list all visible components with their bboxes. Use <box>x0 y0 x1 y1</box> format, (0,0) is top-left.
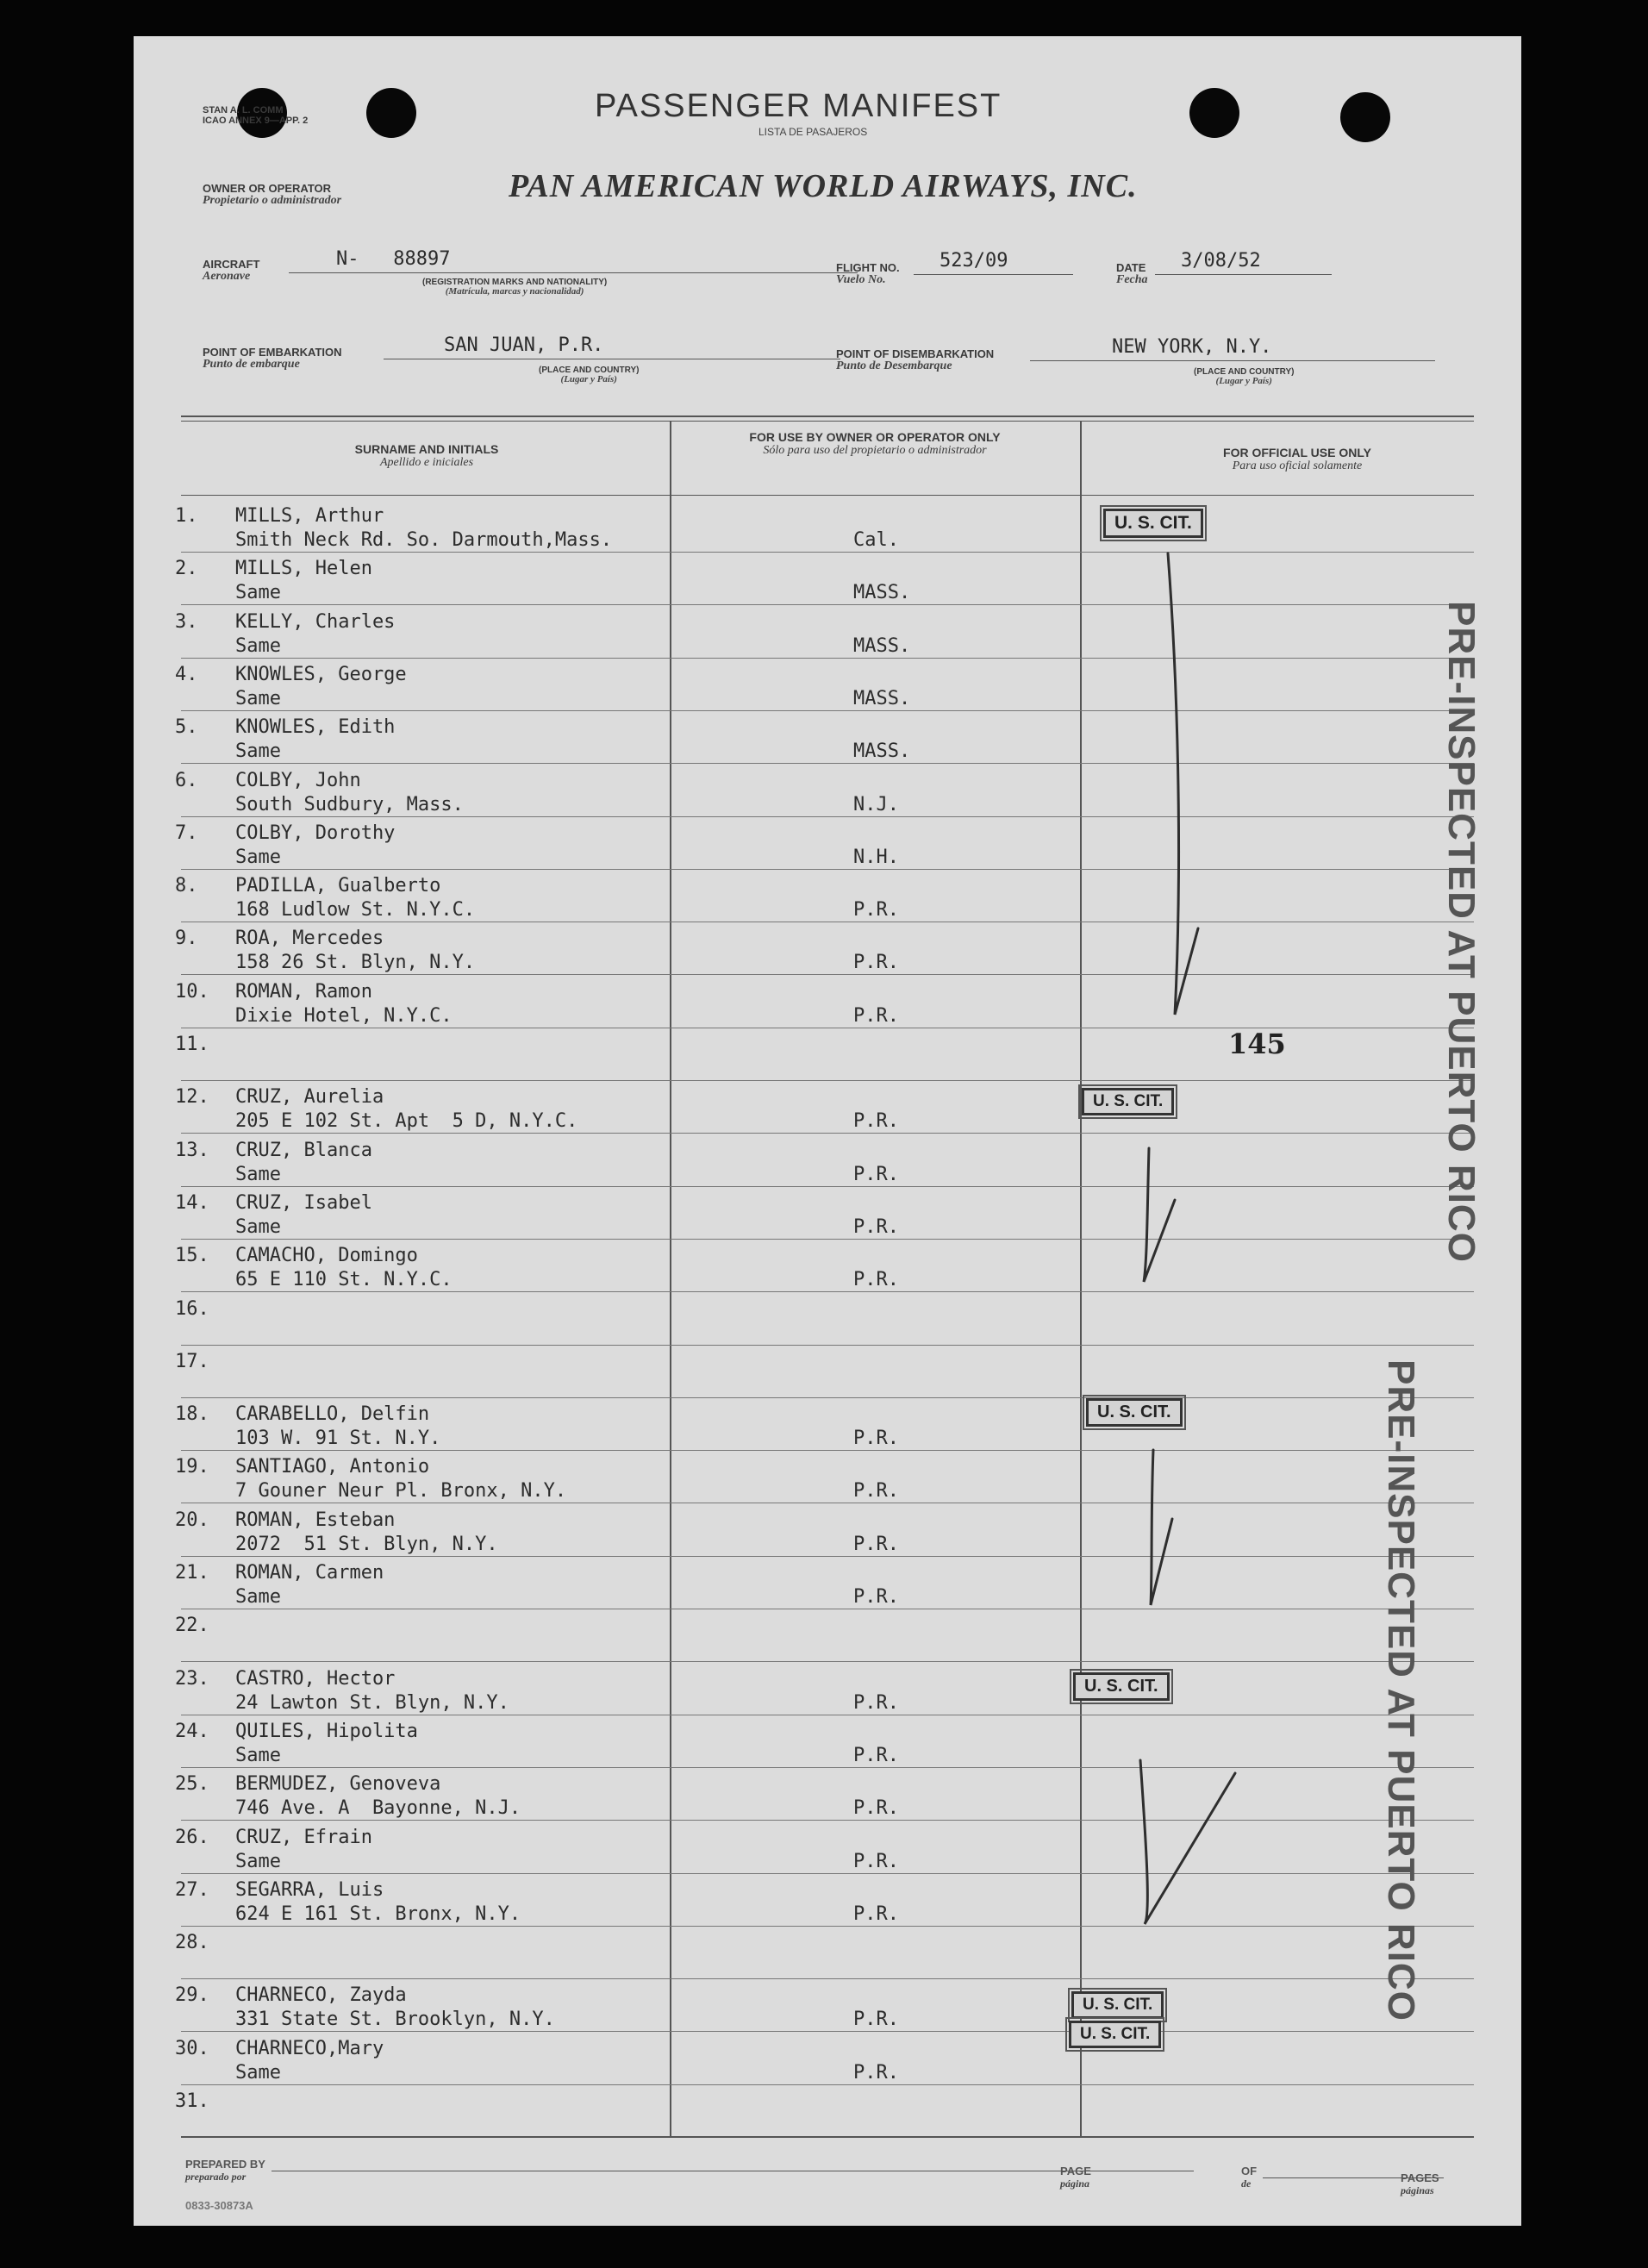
row-number: 13. <box>175 1140 209 1161</box>
checkmark <box>1144 1148 1175 1282</box>
passenger-state: MASS. <box>853 635 911 657</box>
row-number: 15. <box>175 1245 209 1266</box>
row-number: 11. <box>175 1034 209 1055</box>
passenger-name: KNOWLES, Edith <box>235 716 396 738</box>
passenger-name: CRUZ, Efrain <box>235 1827 372 1848</box>
row-number: 12. <box>175 1086 209 1108</box>
form-code: 0833-30873A <box>185 2199 253 2212</box>
passenger-state: P.R. <box>853 1110 899 1132</box>
row-number: 24. <box>175 1721 209 1742</box>
passenger-state: N.H. <box>853 847 899 868</box>
row-number: 21. <box>175 1562 209 1584</box>
pages-label: PAGES páginas <box>1401 2171 1439 2196</box>
aircraft-label: AIRCRAFT Aeronave <box>203 258 260 283</box>
passenger-state: Cal. <box>853 529 899 551</box>
passenger-address: 158 26 St. Blyn, N.Y. <box>235 952 476 973</box>
operator-name: PAN AMERICAN WORLD AIRWAYS, INC. <box>509 168 1138 204</box>
passenger-address: Same <box>235 740 281 762</box>
aircraft-value: N- 88897 <box>336 248 451 270</box>
passenger-address: 331 State St. Brooklyn, N.Y. <box>235 2009 555 2030</box>
flight-value: 523/09 <box>939 250 1008 272</box>
passenger-address: 168 Ludlow St. N.Y.C. <box>235 899 476 921</box>
passenger-address: 103 W. 91 St. N.Y. <box>235 1428 441 1449</box>
passenger-address: 624 E 161 St. Bronx, N.Y. <box>235 1903 521 1925</box>
row-number: 26. <box>175 1827 209 1848</box>
row-number: 7. <box>175 822 198 844</box>
manifest-page <box>134 36 1521 2226</box>
passenger-address: 746 Ave. A Bayonne, N.J. <box>235 1797 521 1819</box>
passenger-address: Same <box>235 635 281 657</box>
passenger-name: SEGARRA, Luis <box>235 1879 384 1901</box>
passenger-state: N.J. <box>853 794 899 815</box>
us-citizen-stamp: U. S. CIT. <box>1103 509 1203 538</box>
passenger-state: P.R. <box>853 2062 899 2084</box>
embark-label: POINT OF EMBARKATION Punto de embarque <box>203 346 342 371</box>
passenger-count: 145 <box>1228 1028 1286 1060</box>
owner-label: OWNER OR OPERATOR Propietario o administrador <box>203 182 342 207</box>
passenger-address: 7 Gouner Neur Pl. Bronx, N.Y. <box>235 1480 567 1502</box>
row-number: 4. <box>175 664 198 685</box>
passenger-address: Same <box>235 582 281 603</box>
passenger-state: P.R. <box>853 1005 899 1027</box>
row-number: 20. <box>175 1509 209 1531</box>
us-citizen-stamp: U. S. CIT. <box>1071 1991 1164 2019</box>
column-head-surname: SURNAME AND INITIALS Apellido e iniciales <box>354 442 499 469</box>
passenger-address: 205 E 102 St. Apt 5 D, N.Y.C. <box>235 1110 578 1132</box>
row-number: 16. <box>175 1298 209 1320</box>
passenger-name: CHARNECO, Zayda <box>235 1984 407 2006</box>
passenger-address: Same <box>235 1216 281 1238</box>
checkmark <box>1168 553 1198 1015</box>
passenger-name: SANTIAGO, Antonio <box>235 1456 430 1478</box>
column-head-official: FOR OFFICIAL USE ONLY Para uso oficial solamente <box>1223 446 1371 472</box>
column-head-owner-use: FOR USE BY OWNER OR OPERATOR ONLY Sólo para uso del propietario o administrador <box>749 430 1001 457</box>
passenger-state: P.R. <box>853 1480 899 1502</box>
passenger-name: CRUZ, Isabel <box>235 1192 372 1214</box>
passenger-state: P.R. <box>853 1586 899 1608</box>
us-citizen-stamp: U. S. CIT. <box>1073 1672 1170 1701</box>
page-subtitle: LISTA DE PASAJEROS <box>758 126 868 138</box>
passenger-name: ROMAN, Esteban <box>235 1509 396 1531</box>
form-reference: STAN A. L. COMM ICAO ANNEX 9—APP. 2 <box>203 105 309 126</box>
row-number: 3. <box>175 611 198 633</box>
passenger-state: P.R. <box>853 1534 899 1555</box>
passenger-name: QUILES, Hipolita <box>235 1721 418 1742</box>
official-checkmarks <box>134 36 1521 2226</box>
passenger-state: P.R. <box>853 1851 899 1872</box>
page-title: PASSENGER MANIFEST <box>595 88 1002 124</box>
passenger-state: P.R. <box>853 1269 899 1290</box>
prepared-by-label: PREPARED BY preparado por <box>185 2158 265 2183</box>
passenger-address: South Sudbury, Mass. <box>235 794 464 815</box>
passenger-name: ROMAN, Carmen <box>235 1562 384 1584</box>
row-number: 18. <box>175 1403 209 1425</box>
passenger-state: P.R. <box>853 2009 899 2030</box>
row-number: 23. <box>175 1668 209 1690</box>
of-label: OF de <box>1241 2165 1258 2190</box>
us-citizen-stamp: U. S. CIT. <box>1082 1088 1174 1115</box>
row-number: 2. <box>175 558 198 579</box>
passenger-name: CRUZ, Blanca <box>235 1140 372 1161</box>
row-number: 22. <box>175 1615 209 1636</box>
passenger-name: CRUZ, Aurelia <box>235 1086 384 1108</box>
us-citizen-stamp: U. S. CIT. <box>1086 1398 1183 1427</box>
passenger-name: COLBY, John <box>235 770 361 791</box>
row-number: 17. <box>175 1351 209 1372</box>
passenger-state: P.R. <box>853 1164 899 1185</box>
passenger-state: MASS. <box>853 582 911 603</box>
disembark-value: NEW YORK, N.Y. <box>1112 336 1272 358</box>
passenger-address: 2072 51 St. Blyn, N.Y. <box>235 1534 498 1555</box>
passenger-state: P.R. <box>853 1428 899 1449</box>
registration-note: (REGISTRATION MARKS AND NATIONALITY) (Matrícula, marcas y nacionalidad) <box>422 278 608 297</box>
passenger-state: P.R. <box>853 1216 899 1238</box>
passenger-name: CHARNECO,Mary <box>235 2038 384 2059</box>
passenger-state: MASS. <box>853 688 911 709</box>
passenger-state: P.R. <box>853 952 899 973</box>
row-number: 14. <box>175 1192 209 1214</box>
date-value: 3/08/52 <box>1181 250 1261 272</box>
passenger-address: Same <box>235 2062 281 2084</box>
us-citizen-stamp: U. S. CIT. <box>1069 2021 1161 2048</box>
row-number: 27. <box>175 1879 209 1901</box>
row-number: 6. <box>175 770 198 791</box>
row-number: 1. <box>175 505 198 527</box>
row-number: 31. <box>175 2090 209 2112</box>
passenger-name: CAMACHO, Domingo <box>235 1245 418 1266</box>
passenger-address: 65 E 110 St. N.Y.C. <box>235 1269 453 1290</box>
passenger-address: Same <box>235 847 281 868</box>
passenger-address: Dixie Hotel, N.Y.C. <box>235 1005 453 1027</box>
passenger-name: MILLS, Helen <box>235 558 372 579</box>
passenger-state: P.R. <box>853 899 899 921</box>
checkmark <box>1151 1450 1172 1605</box>
passenger-address: Same <box>235 1164 281 1185</box>
row-number: 19. <box>175 1456 209 1478</box>
passenger-state: P.R. <box>853 1692 899 1714</box>
passenger-name: ROA, Mercedes <box>235 928 384 949</box>
flight-label: FLIGHT NO. Vuelo No. <box>836 261 900 286</box>
passenger-name: CARABELLO, Delfin <box>235 1403 430 1425</box>
preinspected-stamp: PRE-INSPECTED AT PUERTO RICO <box>1440 601 1483 1263</box>
embark-value: SAN JUAN, P.R. <box>444 334 604 356</box>
passenger-address: Same <box>235 688 281 709</box>
row-number: 10. <box>175 981 209 1003</box>
passenger-name: KNOWLES, George <box>235 664 407 685</box>
passenger-name: KELLY, Charles <box>235 611 396 633</box>
passenger-name: BERMUDEZ, Genoveva <box>235 1773 441 1795</box>
passenger-state: P.R. <box>853 1797 899 1819</box>
passenger-address: Same <box>235 1586 281 1608</box>
preinspected-stamp: PRE-INSPECTED AT PUERTO RICO <box>1380 1359 1422 2021</box>
place-note-right: (PLACE AND COUNTRY) (Lugar y País) <box>1194 367 1295 386</box>
checkmark <box>1140 1760 1235 1924</box>
date-label: DATE Fecha <box>1116 261 1148 286</box>
row-number: 25. <box>175 1773 209 1795</box>
passenger-name: CASTRO, Hector <box>235 1668 396 1690</box>
passenger-state: MASS. <box>853 740 911 762</box>
row-number: 8. <box>175 875 198 897</box>
passenger-state: P.R. <box>853 1745 899 1766</box>
row-number: 9. <box>175 928 198 949</box>
passenger-address: Same <box>235 1745 281 1766</box>
passenger-state: P.R. <box>853 1903 899 1925</box>
place-note-left: (PLACE AND COUNTRY) (Lugar y País) <box>539 366 640 384</box>
row-number: 30. <box>175 2038 209 2059</box>
row-number: 5. <box>175 716 198 738</box>
passenger-address: 24 Lawton St. Blyn, N.Y. <box>235 1692 509 1714</box>
passenger-address: Same <box>235 1851 281 1872</box>
passenger-name: PADILLA, Gualberto <box>235 875 441 897</box>
row-number: 29. <box>175 1984 209 2006</box>
disembark-label: POINT OF DISEMBARKATION Punto de Desembarque <box>836 347 995 372</box>
passenger-name: MILLS, Arthur <box>235 505 384 527</box>
passenger-name: COLBY, Dorothy <box>235 822 396 844</box>
passenger-name: ROMAN, Ramon <box>235 981 372 1003</box>
passenger-address: Smith Neck Rd. So. Darmouth,Mass. <box>235 529 613 551</box>
row-number: 28. <box>175 1932 209 1953</box>
page-label: PAGE página <box>1060 2165 1091 2190</box>
